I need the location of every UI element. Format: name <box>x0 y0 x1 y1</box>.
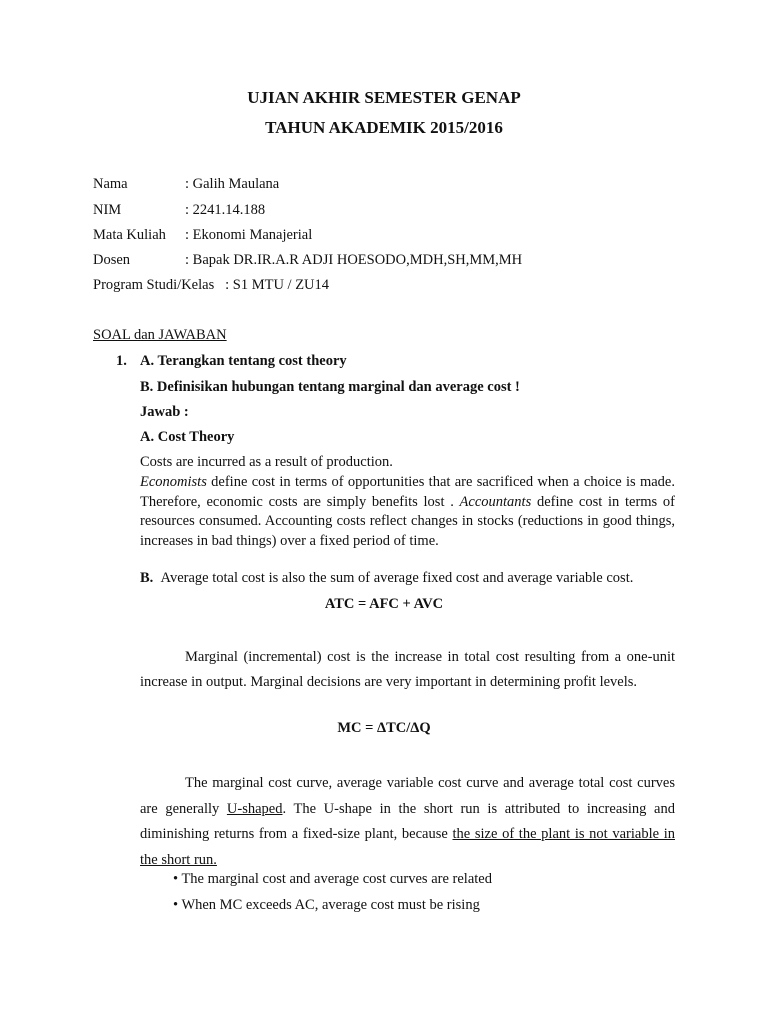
dosen-label: Dosen <box>93 252 131 268</box>
answer-a-paragraph: Economists define cost in terms of opportunities that are sacrificed when a choice is made. Therefore, economic costs are simply benefits lost . Accountants define cost in terms of resources consumed. Accounting costs reflect changes in stocks (reductions in good things, increases in bad things) over a fixed period of time. <box>140 474 675 549</box>
economists-term: Economists <box>140 474 207 490</box>
formula-atc: ATC = AFC + AVC <box>324 596 444 612</box>
formula-mc: MC = ΔTC/ΔQ <box>337 720 431 736</box>
academic-year-title: TAHUN AKADEMIK 2015/2016 <box>265 118 503 137</box>
nim-label: NIM <box>93 202 122 218</box>
bullet-mc-exceeds-ac: • When MC exceeds AC, average cost must be rising <box>173 897 480 913</box>
u-shaped-term: U-shaped <box>226 800 283 817</box>
answer-b-label: B. <box>140 570 154 586</box>
answer-a-first-line: Costs are incurred as a result of production. <box>140 454 393 470</box>
cost-curves-paragraph: The marginal cost curve, average variable cost curve and average total cost curves are generally U-shaped. The U-shape in the short run is attributed to increasing and diminishing returns from a fixed-size plant, because the size of the plant is not variable in the short run. <box>140 775 675 868</box>
program-studi-value: : S1 MTU / ZU14 <box>225 277 330 293</box>
info-row-dosen <box>93 252 522 269</box>
info-row-nama <box>93 176 279 193</box>
accountants-term: Accountants <box>459 493 532 510</box>
section-heading: SOAL dan JAWABAN <box>93 327 227 343</box>
plant-size-phrase: the size of the plant is not variable in the short run. <box>140 826 675 868</box>
mata-kuliah-value: : Ekonomi Manajerial <box>185 227 313 243</box>
info-row-program-studi <box>93 277 329 294</box>
mata-kuliah-label: Mata Kuliah <box>93 227 166 243</box>
jawab-label: Jawab : <box>140 404 189 420</box>
dosen-value: : Bapak DR.IR.A.R ADJI HOESODO,MDH,SH,MM,MH <box>185 252 523 268</box>
info-row-mata-kuliah <box>93 227 312 244</box>
marginal-cost-paragraph: Marginal (incremental) cost is the increase in total cost resulting from a one-unit increase in output. Marginal decisions are very important in determining profit levels. <box>140 649 675 690</box>
nama-value: : Galih Maulana <box>185 176 280 192</box>
question-a: A. Terangkan tentang cost theory <box>140 353 347 369</box>
nim-value: : 2241.14.188 <box>185 202 266 218</box>
question-b: B. Definisikan hubungan tentang marginal dan average cost ! <box>140 379 520 395</box>
question-number: 1. <box>116 353 127 369</box>
info-row-nim <box>93 202 265 219</box>
exam-title: UJIAN AKHIR SEMESTER GENAP <box>247 88 521 107</box>
program-studi-label: Program Studi/Kelas <box>93 277 215 293</box>
answer-a-heading: A. Cost Theory <box>140 429 235 445</box>
nama-label: Nama <box>93 176 128 192</box>
bullet-related: • The marginal cost and average cost curves are related <box>173 871 492 887</box>
answer-b-line: B. Average total cost is also the sum of average fixed cost and average variable cost. <box>140 570 634 586</box>
